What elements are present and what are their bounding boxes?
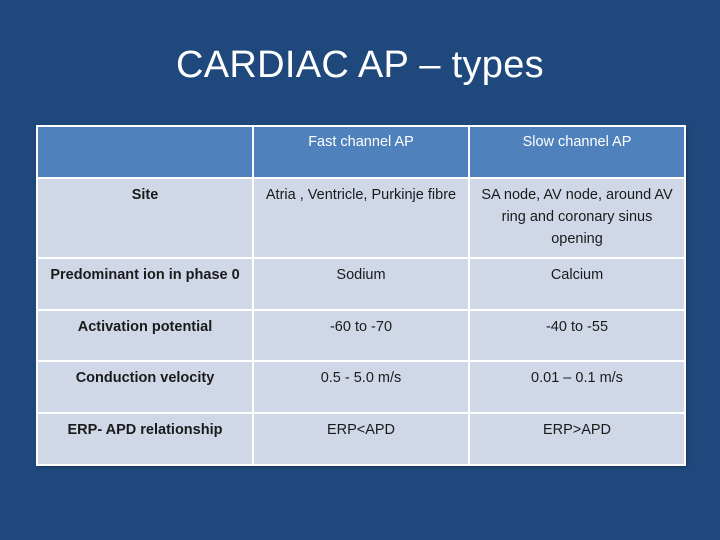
header-cell-empty bbox=[37, 126, 253, 178]
cell-slow-site: SA node, AV node, around AV ring and coronary sinus opening bbox=[469, 178, 685, 258]
cell-fast-site: Atria , Ventricle, Purkinje fibre bbox=[253, 178, 469, 258]
table-row bbox=[37, 310, 685, 361]
slide-title: CARDIAC AP – types bbox=[176, 44, 544, 86]
table-row bbox=[37, 361, 685, 413]
cell-fast-ion: Sodium bbox=[253, 258, 469, 310]
cell-fast-erp: ERP<APD bbox=[253, 413, 469, 465]
row-label-conduction-velocity: Conduction velocity bbox=[37, 361, 253, 413]
cell-slow-activation: -40 to -55 bbox=[469, 310, 685, 361]
row-label-activation-potential: Activation potential bbox=[37, 310, 253, 361]
cell-slow-conduction: 0.01 – 0.1 m/s bbox=[469, 361, 685, 413]
cell-slow-ion: Calcium bbox=[469, 258, 685, 310]
row-label-erp-apd: ERP- APD relationship bbox=[37, 413, 253, 465]
table-body bbox=[37, 178, 685, 465]
header-cell-slow-channel: Slow channel AP bbox=[469, 126, 685, 178]
table-header bbox=[37, 126, 685, 178]
row-label-site: Site bbox=[37, 178, 253, 258]
cell-fast-activation: -60 to -70 bbox=[253, 310, 469, 361]
row-label-predominant-ion: Predominant ion in phase 0 bbox=[37, 258, 253, 310]
table-row bbox=[37, 258, 685, 310]
cell-fast-conduction: 0.5 - 5.0 m/s bbox=[253, 361, 469, 413]
cell-slow-erp: ERP>APD bbox=[469, 413, 685, 465]
comparison-table-container bbox=[36, 125, 684, 464]
comparison-table bbox=[36, 125, 686, 466]
table-row bbox=[37, 178, 685, 258]
header-row bbox=[37, 126, 685, 178]
table-row bbox=[37, 413, 685, 465]
header-cell-fast-channel: Fast channel AP bbox=[253, 126, 469, 178]
